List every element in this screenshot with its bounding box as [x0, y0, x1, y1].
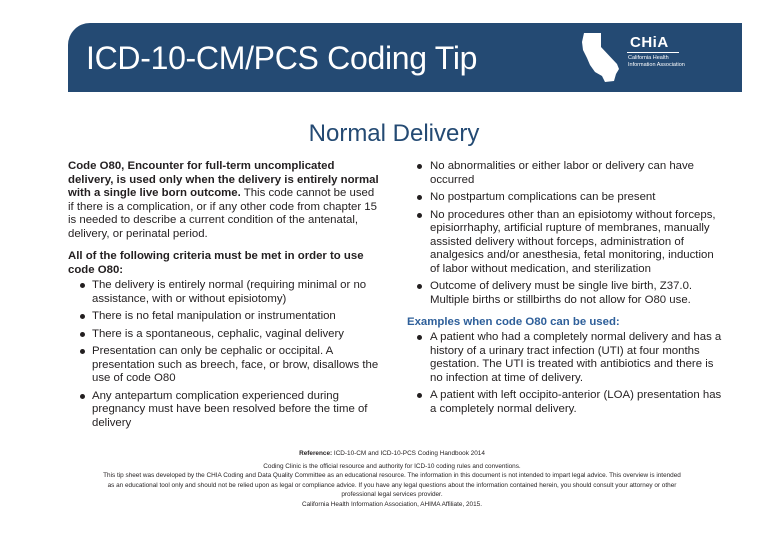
criteria-heading: All of the following criteria must be met in order to use code O80:: [68, 250, 364, 276]
reference-text: ICD-10-CM and ICD-10-PCS Coding Handbook 2014: [332, 450, 485, 457]
footer-coding-clinic: Coding Clinic is the official resource and authority for ICD-10 coding rules and conventions.: [263, 462, 521, 470]
list-item-text: Outcome of delivery must be single live birth, Z37.0. Multiple births or stillbirths do not allow for O80 use.: [430, 280, 693, 306]
bullet-icon: [417, 195, 422, 200]
list-item: [407, 209, 723, 277]
footer: [100, 449, 684, 510]
bullet-icon: [80, 349, 85, 354]
left-column: [68, 160, 380, 434]
logo-wordmark: CHiA: [630, 34, 669, 51]
footer-copyright: California Health Information Association, AHIMA Affiliate, 2015.: [302, 500, 482, 508]
logo-divider: [627, 52, 679, 53]
list-item-text: No postpartum complications can be present: [430, 191, 656, 203]
list-item-text: No procedures other than an episiotomy without forceps, episiorrhaphy, artificial rupture of membranes, manually assisted delivery without forceps, administration of analgesics and/or anesthesia, fetal monitoring, induction of labor without medication, and sterilization: [430, 208, 716, 275]
list-item: [68, 390, 380, 431]
examples-list: [407, 331, 723, 416]
reference-label: Reference:: [299, 450, 333, 457]
list-item: [407, 331, 723, 385]
bullet-icon: [80, 332, 85, 337]
bullet-icon: [80, 283, 85, 288]
header-banner: [68, 23, 742, 92]
california-map-icon: [581, 32, 627, 84]
list-item: [68, 279, 380, 306]
list-item-text: There is a spontaneous, cephalic, vaginal delivery: [92, 327, 345, 340]
bullet-icon: [417, 335, 422, 340]
examples-heading: Examples when code O80 can be used:: [407, 316, 620, 328]
list-item-text: A patient who had a completely normal delivery and has a history of a urinary tract infection (UTI) at four months gestation. The UTI is treated with antibiotics and there is no infection at time of delivery.: [430, 331, 722, 384]
header-title: ICD-10-CM/PCS Coding Tip: [86, 40, 478, 76]
bullet-icon: [80, 394, 85, 399]
criteria-list-right: [407, 160, 723, 307]
page-title: Normal Delivery: [308, 120, 480, 147]
bullet-icon: [80, 314, 85, 319]
right-column: [407, 160, 723, 420]
list-item: [407, 191, 723, 205]
list-item-text: There is no fetal manipulation or instrumentation: [92, 310, 336, 322]
footer-reference: [100, 449, 684, 459]
list-item-text: The delivery is entirely normal (requiring minimal or no assistance, with or without episiotomy): [92, 279, 367, 305]
list-item: [407, 160, 723, 187]
bullet-icon: [417, 284, 422, 289]
list-item: [68, 328, 380, 342]
logo-subtitle: California Health Information Association: [628, 55, 685, 68]
bullet-icon: [417, 164, 422, 169]
list-item-text: No abnormalities or either labor or delivery can have occurred: [430, 160, 695, 186]
chia-logo: [581, 32, 691, 84]
list-item-text: A patient with left occipito-anterior (LOA) presentation has a completely normal delivery.: [430, 389, 722, 415]
list-item: [407, 389, 723, 416]
intro-paragraph: [68, 160, 380, 241]
list-item-text: Presentation can only be cephalic or occipital. A presentation such as breech, face, or brow, disallows the use of code O80: [92, 345, 379, 384]
list-item: [68, 310, 380, 324]
intro-rest: This code cannot be used if there is a complication, or if any other code from chapter 15 is needed to describe a current condition of the antenatal, delivery, or perinatal period.: [68, 187, 377, 240]
list-item: [407, 280, 723, 307]
footer-disclaimer: This tip sheet was developed by the CHIA Coding and Data Quality Committee as an educational resource. The information in this document is not intended to impart legal advice. This overview is intended as an educational tool only and should not be relied upon as legal or compliance advice. If you have any legal questions about the information contained herein, you should consult your attorney or other professional legal services provider.: [103, 472, 681, 499]
list-item: [68, 345, 380, 386]
bullet-icon: [417, 393, 422, 398]
criteria-list-left: [68, 279, 380, 430]
list-item-text: Any antepartum complication experienced during pregnancy must have been resolved before the time of delivery: [92, 389, 368, 429]
bullet-icon: [417, 213, 422, 218]
intro-bold: Code O80, Encounter for full-term uncomplicated delivery, is used only when the delivery is entirely normal with a single live born outcome.: [68, 160, 379, 199]
